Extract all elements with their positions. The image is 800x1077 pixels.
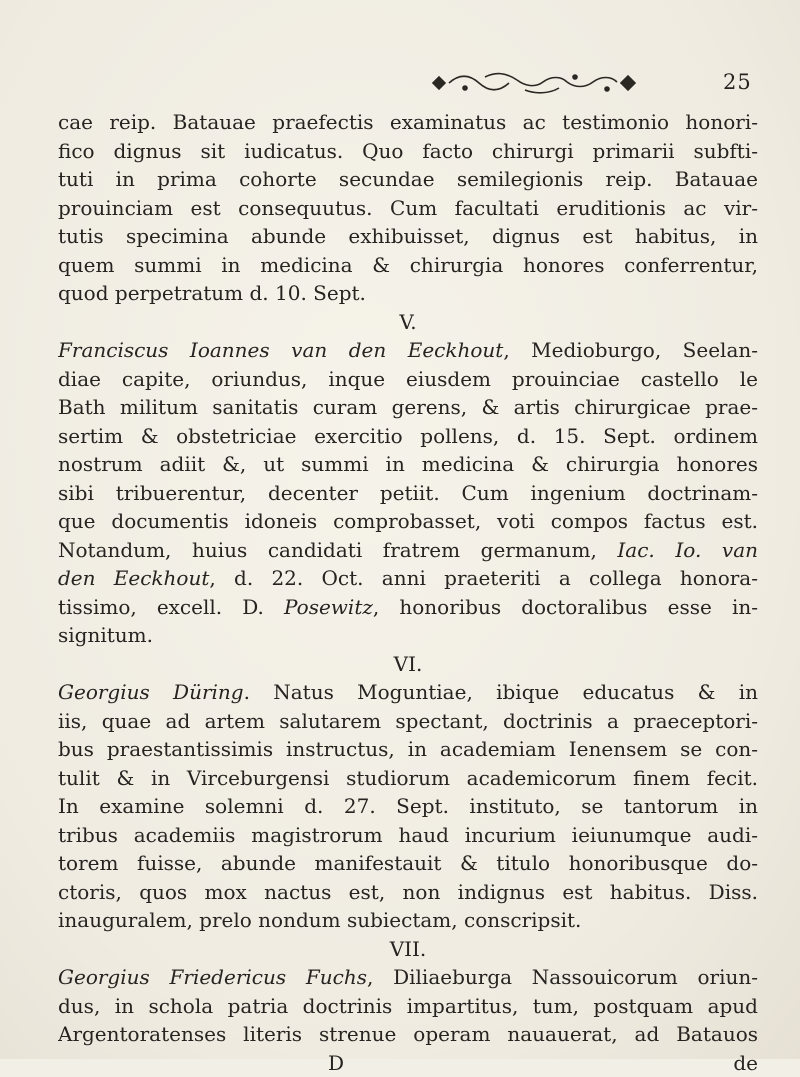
text-line	[58, 764, 758, 793]
text-segment: signitum.	[58, 623, 153, 647]
main-text	[58, 108, 758, 1077]
text-line	[58, 165, 758, 194]
text-segment: tribus academiis magistrorum haud incurium ieiunumque audi-	[58, 823, 758, 847]
text-line	[58, 935, 758, 964]
italic-name: Posewitz	[284, 595, 373, 619]
text-segment: In examine solemni d. 27. Sept. instituto, se tantorum in	[58, 794, 758, 818]
text-line	[58, 422, 758, 451]
text-segment: sertim & obstetriciae exercitio pollens, d. 15. Sept. ordinem	[58, 424, 758, 448]
italic-name: Franciscus Ioannes van den Eeckhout	[58, 338, 503, 362]
text-line	[58, 707, 758, 736]
text-line	[58, 821, 758, 850]
text-line	[58, 878, 758, 907]
italic-name: Georgius Düring	[58, 680, 244, 704]
text-line	[58, 108, 758, 137]
text-line	[58, 365, 758, 394]
text-segment: fico dignus sit iudicatus. Quo facto chirurgi primarii subfti-	[58, 139, 758, 163]
text-segment: torem fuisse, abunde manifestauit & titulo honoribusque do-	[58, 851, 758, 875]
text-segment: que documentis idoneis comprobasset, voti compos factus est.	[58, 509, 758, 533]
text-segment: , Diliaeburga Nassouicorum oriun-	[367, 965, 758, 989]
text-line	[58, 507, 758, 536]
text-line	[58, 222, 758, 251]
text-line	[58, 593, 758, 622]
text-line	[58, 906, 758, 935]
text-line	[58, 992, 758, 1021]
text-segment: quem summi in medicina & chirurgia honores conferrentur,	[58, 253, 758, 277]
text-line	[58, 621, 758, 650]
text-line	[58, 963, 758, 992]
text-segment: VI.	[394, 652, 423, 676]
italic-name: Iac. Io. van	[617, 538, 758, 562]
text-segment: prouinciam est consequutus. Cum facultati eruditionis ac vir-	[58, 196, 758, 220]
text-segment: , d. 22. Oct. anni praeteriti a collega honora-	[209, 566, 758, 590]
text-line	[58, 479, 758, 508]
text-segment: bus praestantissimis instructus, in academiam Ienensem se con-	[58, 737, 758, 761]
text-segment: tulit & in Virceburgensi studiorum academicorum finem fecit.	[58, 766, 758, 790]
text-segment: tissimo, excell. D.	[58, 595, 284, 619]
text-segment: inauguralem, prelo nondum subiectam, conscripsit.	[58, 908, 581, 932]
text-segment: cae reip. Batauae praefectis examinatus ac testimonio honori-	[58, 110, 758, 134]
text-segment: tutis specimina abunde exhibuisset, dignus est habitus, in	[58, 224, 758, 248]
text-line	[58, 336, 758, 365]
text-segment: diae capite, oriundus, inque eiusdem prouinciae castello le	[58, 367, 758, 391]
text-line	[58, 279, 758, 308]
text-segment: Argentoratenses literis strenue operam nauauerat, ad Batauos	[58, 1022, 758, 1046]
text-segment: , Medioburgo, Seelan-	[503, 338, 758, 362]
text-segment: nostrum adiit &, ut summi in medicina & chirurgia honores	[58, 452, 758, 476]
text-line	[58, 450, 758, 479]
text-line	[58, 194, 758, 223]
text-segment: V.	[399, 310, 416, 334]
text-line	[58, 678, 758, 707]
text-segment: VII.	[390, 937, 427, 961]
text-segment: tuti in prima cohorte secundae semilegionis reip. Batauae	[58, 167, 758, 191]
text-segment: , honoribus doctoralibus esse in-	[373, 595, 758, 619]
text-line	[58, 393, 758, 422]
ornament-icon	[425, 70, 655, 96]
text-segment: ctoris, quos mox nactus est, non indignus est habitus. Diss.	[58, 880, 758, 904]
text-line	[58, 735, 758, 764]
italic-name: Georgius Friedericus Fuchs	[58, 965, 367, 989]
text-segment: Bath militum sanitatis curam gerens, & artis chirurgicae prae-	[58, 395, 758, 419]
text-line	[58, 536, 758, 565]
text-line	[58, 137, 758, 166]
text-segment: . Natus Moguntiae, ibique educatus & in	[244, 680, 758, 704]
text-segment: Notandum, huius candidati fratrem germanum,	[58, 538, 617, 562]
catchword: de	[733, 1049, 758, 1077]
page-number: 25	[723, 70, 752, 94]
text-line	[58, 849, 758, 878]
text-line	[58, 308, 758, 337]
text-line	[58, 251, 758, 280]
text-segment: quod perpetratum d. 10. Sept.	[58, 281, 366, 305]
signature-mark: D	[328, 1049, 344, 1077]
text-segment: iis, quae ad artem salutarem spectant, doctrinis a praeceptori-	[58, 709, 758, 733]
text-segment: dus, in schola patria doctrinis impartitus, tum, postquam apud	[58, 994, 758, 1018]
text-line	[58, 792, 758, 821]
text-line	[58, 564, 758, 593]
text-line	[58, 1020, 758, 1049]
text-segment: sibi tribuerentur, decenter petiit. Cum ingenium doctrinam-	[58, 481, 758, 505]
text-line	[58, 650, 758, 679]
page-header	[0, 66, 800, 106]
italic-name: den Eeckhout	[58, 566, 209, 590]
text-line	[58, 1049, 758, 1077]
